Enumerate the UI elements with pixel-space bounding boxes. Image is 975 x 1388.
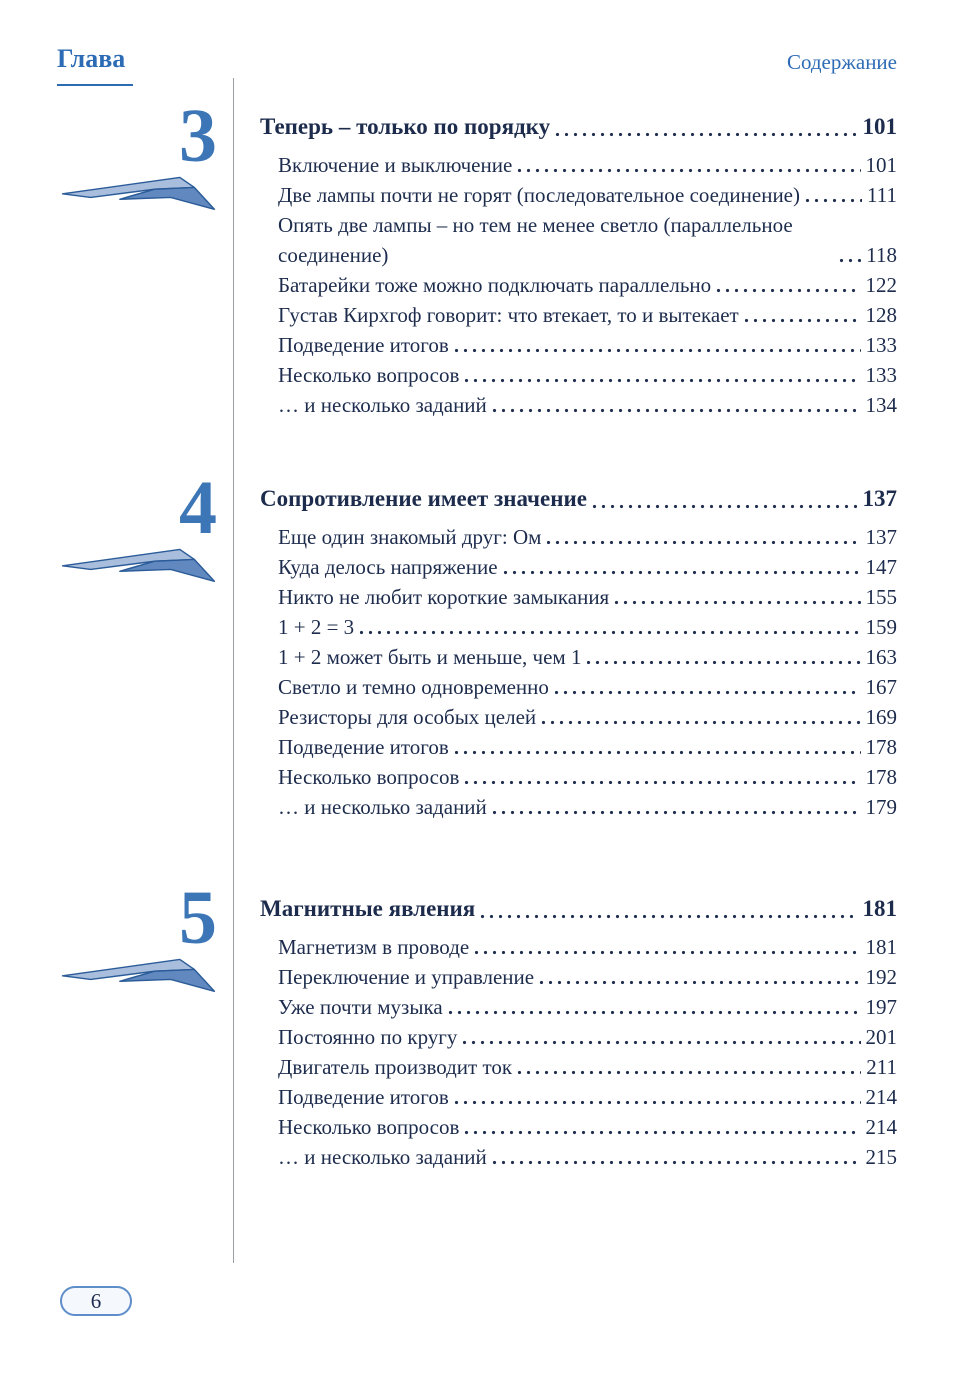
chapter-content	[260, 110, 897, 420]
chapter-page: 137	[862, 486, 897, 511]
chapter-content	[260, 482, 897, 822]
running-head-contents-label: Содержание	[786, 50, 897, 74]
dot-leader	[539, 980, 860, 985]
toc-entry	[278, 210, 897, 270]
entry-page: 159	[865, 615, 897, 639]
entry-label: Куда делось напряжение	[278, 555, 498, 579]
chapter-number: 4	[179, 466, 217, 550]
chapter-entries	[260, 522, 897, 822]
entry-page: 128	[865, 303, 897, 327]
entry-label: Двигатель производит ток	[278, 1055, 513, 1079]
chapter-section	[0, 876, 975, 1172]
entry-label: Уже почти музыка	[278, 995, 443, 1019]
chapter-arrow-icon	[59, 954, 217, 994]
toc-entry	[278, 270, 897, 300]
chapter-title-row	[260, 482, 897, 516]
dot-leader	[464, 378, 860, 383]
dot-leader	[716, 288, 860, 293]
entry-page: 163	[865, 645, 897, 669]
chapters	[0, 94, 975, 1172]
dot-leader	[492, 810, 861, 815]
entry-label: Густав Кирхгоф говорит: что втекает, то и вытекает	[278, 303, 739, 327]
entry-page: 133	[865, 333, 897, 357]
entry-page: 192	[865, 965, 897, 989]
entry-page: 178	[865, 765, 897, 789]
chapter-arrow-icon	[59, 172, 217, 212]
toc-entry	[278, 330, 897, 360]
toc-entry	[278, 672, 897, 702]
dot-leader	[359, 630, 860, 635]
entry-page: 122	[865, 273, 897, 297]
toc-entry	[278, 792, 897, 822]
entry-page: 178	[865, 735, 897, 759]
toc-entry	[278, 552, 897, 582]
chapter-gutter	[0, 876, 233, 994]
toc-entry	[278, 300, 897, 330]
dot-leader	[517, 1070, 861, 1075]
toc-entry	[278, 1142, 897, 1172]
chapter-title: Магнитные явления	[260, 896, 476, 921]
entry-page: 111	[867, 183, 897, 207]
entry-label: Подведение итогов	[278, 1085, 449, 1109]
dot-leader	[480, 914, 857, 919]
toc-entry	[278, 962, 897, 992]
dot-leader	[492, 408, 861, 413]
dot-leader	[454, 1100, 861, 1105]
entry-label: Подведение итогов	[278, 735, 449, 759]
dot-leader	[464, 1130, 860, 1135]
dot-leader	[555, 132, 857, 137]
chapter-entries	[260, 932, 897, 1172]
entry-label: Постоянно по кругу	[278, 1025, 458, 1049]
dot-leader	[805, 198, 862, 203]
toc-entry	[278, 390, 897, 420]
entry-page: 215	[865, 1145, 897, 1169]
entry-page: 181	[865, 935, 897, 959]
toc-entry	[278, 150, 897, 180]
toc-entry	[278, 762, 897, 792]
entry-label: Никто не любит короткие замыкания	[278, 585, 610, 609]
entry-page: 214	[865, 1115, 897, 1139]
dot-leader	[454, 348, 861, 353]
entry-page: 147	[865, 555, 897, 579]
entry-label: … и несколько заданий	[278, 1145, 487, 1169]
entry-label: … и несколько заданий	[278, 795, 487, 819]
toc-entry	[278, 702, 897, 732]
entry-label: Переключение и управление	[278, 965, 535, 989]
entry-page: 179	[865, 795, 897, 819]
page-number-pill	[60, 1286, 132, 1316]
dot-leader	[462, 1040, 860, 1045]
running-head-chapter-label: Глава	[57, 44, 126, 73]
dot-leader	[541, 720, 860, 725]
dot-leader	[592, 504, 858, 509]
dot-leader	[517, 168, 860, 173]
dot-leader	[839, 258, 861, 263]
dot-leader	[464, 780, 860, 785]
chapter-content	[260, 892, 897, 1172]
dot-leader	[454, 750, 861, 755]
entry-page: 169	[865, 705, 897, 729]
chapter-title-row	[260, 110, 897, 144]
toc-entry	[278, 1022, 897, 1052]
entry-label: Опять две лампы – но тем не менее светло (параллельное соединение)	[278, 213, 793, 267]
chapter-page: 101	[862, 114, 897, 139]
chapter-page: 181	[862, 896, 897, 921]
entry-page: 167	[865, 675, 897, 699]
entry-page: 118	[866, 243, 897, 267]
toc-entry	[278, 1052, 897, 1082]
entry-label: 1 + 2 = 3	[278, 615, 355, 639]
entry-page: 201	[865, 1025, 897, 1049]
dot-leader	[554, 690, 861, 695]
toc-entry	[278, 732, 897, 762]
chapter-title: Сопротивление имеет значение	[260, 486, 587, 511]
entry-label: Подведение итогов	[278, 333, 449, 357]
entry-page: 155	[865, 585, 897, 609]
toc-entry	[278, 612, 897, 642]
entry-page: 214	[865, 1085, 897, 1109]
toc-entry	[278, 992, 897, 1022]
entry-label: Несколько вопросов	[278, 363, 460, 387]
toc-entry	[278, 522, 897, 552]
toc-entry	[278, 932, 897, 962]
chapter-arrow-icon	[59, 544, 217, 584]
toc-entry	[278, 582, 897, 612]
chapter-gutter	[0, 94, 233, 212]
entry-page: 101	[865, 153, 897, 177]
entry-label: Резисторы для особых целей	[278, 705, 537, 729]
entry-label: Батарейки тоже можно подключать параллельно	[278, 273, 712, 297]
toc-entry	[278, 642, 897, 672]
dot-leader	[614, 600, 860, 605]
entry-label: 1 + 2 может быть и меньше, чем 1	[278, 645, 582, 669]
dot-leader	[546, 540, 860, 545]
chapter-gutter	[0, 466, 233, 584]
entry-page: 133	[865, 363, 897, 387]
chapter-title: Теперь – только по порядку	[260, 114, 551, 139]
dot-leader	[448, 1010, 861, 1015]
entry-label: Светло и темно одновременно	[278, 675, 549, 699]
chapter-entries	[260, 150, 897, 420]
chapter-number: 5	[179, 876, 217, 960]
entry-page: 197	[865, 995, 897, 1019]
entry-label: Две лампы почти не горят (последовательное соединение)	[278, 183, 800, 207]
entry-label: Магнетизм в проводе	[278, 935, 470, 959]
entry-page: 137	[865, 525, 897, 549]
toc-entry	[278, 360, 897, 390]
dot-leader	[586, 660, 860, 665]
chapter-title-row	[260, 892, 897, 926]
dot-leader	[492, 1160, 861, 1165]
chapter-section	[0, 94, 975, 420]
dot-leader	[744, 318, 861, 323]
entry-label: Несколько вопросов	[278, 765, 460, 789]
entry-label: Включение и выключение	[278, 153, 513, 177]
entry-label: … и несколько заданий	[278, 393, 487, 417]
page-number: 6	[90, 1288, 102, 1313]
entry-label: Несколько вопросов	[278, 1115, 460, 1139]
toc-entry	[278, 180, 897, 210]
entry-label: Еще один знакомый друг: Ом	[278, 525, 542, 549]
dot-leader	[503, 570, 861, 575]
chapter-section	[0, 466, 975, 822]
entry-page: 211	[866, 1055, 897, 1079]
toc-entry	[278, 1112, 897, 1142]
toc-entry	[278, 1082, 897, 1112]
chapter-number: 3	[179, 94, 217, 178]
chapter-label-underline	[57, 84, 133, 86]
dot-leader	[474, 950, 860, 955]
entry-page: 134	[865, 393, 897, 417]
